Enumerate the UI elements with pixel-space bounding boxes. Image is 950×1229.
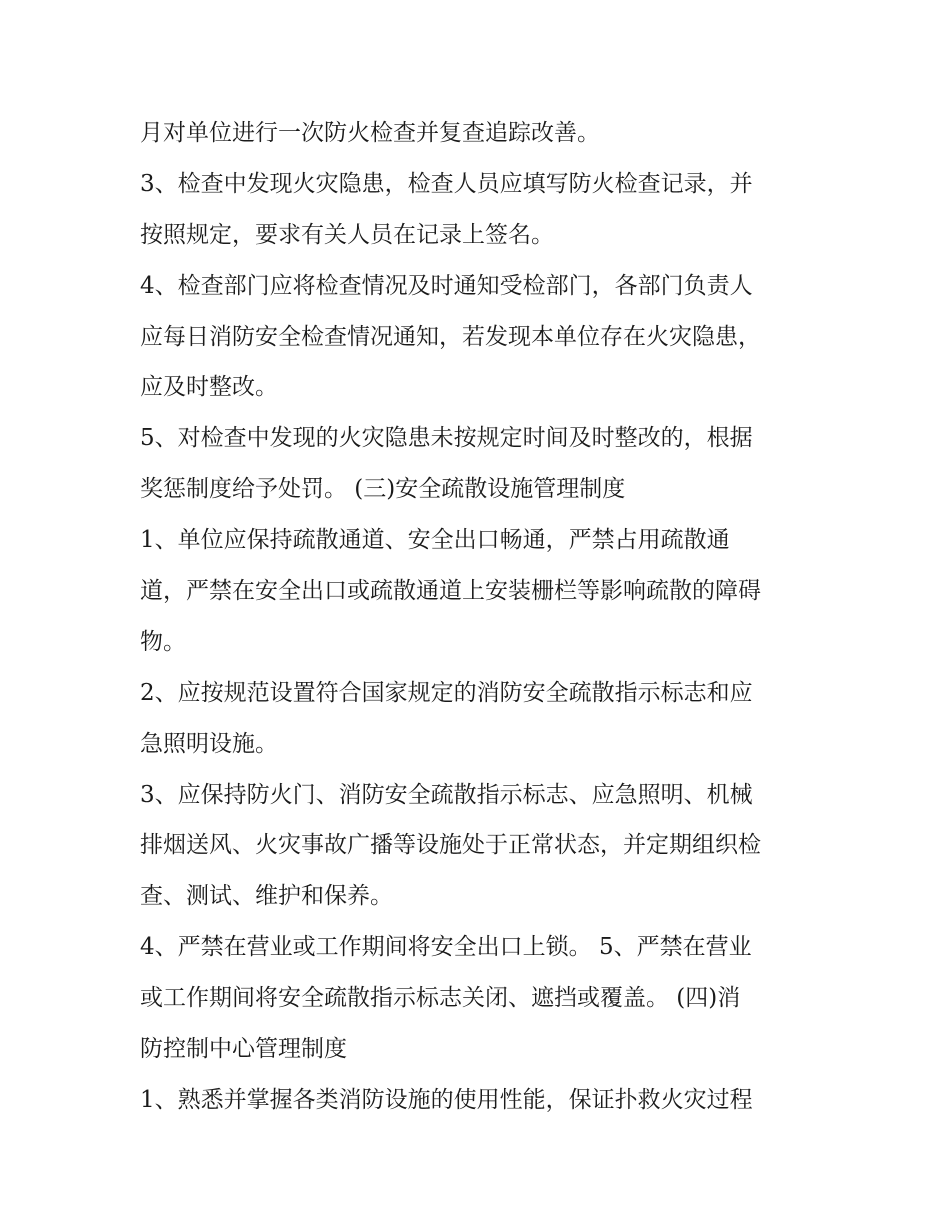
text-line: 查、测试、维护和保养。 — [140, 883, 393, 910]
text-line: 奖惩制度给予处罚。 (三)安全疏散设施管理制度 — [140, 476, 626, 503]
text-line: 月对单位进行一次防火检查并复查追踪改善。 — [140, 120, 600, 146]
text-line: 2、应按规范设置符合国家规定的消防安全疏散指示标志和应 — [140, 679, 753, 706]
text-line: 按照规定，要求有关人员在记录上签名。 — [140, 221, 554, 248]
text-line: 急照明设施。 — [140, 730, 278, 757]
text-line: 道，严禁在安全出口或疏散通道上安装栅栏等影响疏散的障碍 — [140, 578, 761, 605]
text-line: 应每日消防安全检查情况通知，若发现本单位存在火灾隐患， — [140, 323, 761, 350]
text-line: 应及时整改。 — [140, 374, 278, 401]
text-line: 5、对检查中发现的火灾隐患未按规定时间及时整改的，根据 — [140, 425, 753, 452]
text-line: 3、应保持防火门、消防安全疏散指示标志、应急照明、机械 — [140, 781, 753, 808]
text-line: 排烟送风、火灾事故广播等设施处于正常状态，并定期组织检 — [140, 832, 761, 859]
text-line: 1、单位应保持疏散通道、安全出口畅通，严禁占用疏散通 — [140, 527, 730, 554]
text-line: 防控制中心管理制度 — [140, 1036, 347, 1063]
text-line: 4、严禁在营业或工作期间将安全出口上锁。 5、严禁在营业 — [140, 934, 752, 961]
document-body — [140, 108, 830, 1126]
text-line: 3、检查中发现火灾隐患，检查人员应填写防火检查记录，并 — [140, 170, 753, 197]
text-line: 物。 — [140, 628, 186, 655]
text-line: 1、熟悉并掌握各类消防设施的使用性能，保证扑救火灾过程 — [140, 1086, 753, 1113]
text-line: 4、检查部门应将检查情况及时通知受检部门，各部门负责人 — [140, 272, 753, 299]
text-line: 或工作期间将安全疏散指示标志关闭、遮挡或覆盖。 (四)消 — [140, 985, 741, 1012]
